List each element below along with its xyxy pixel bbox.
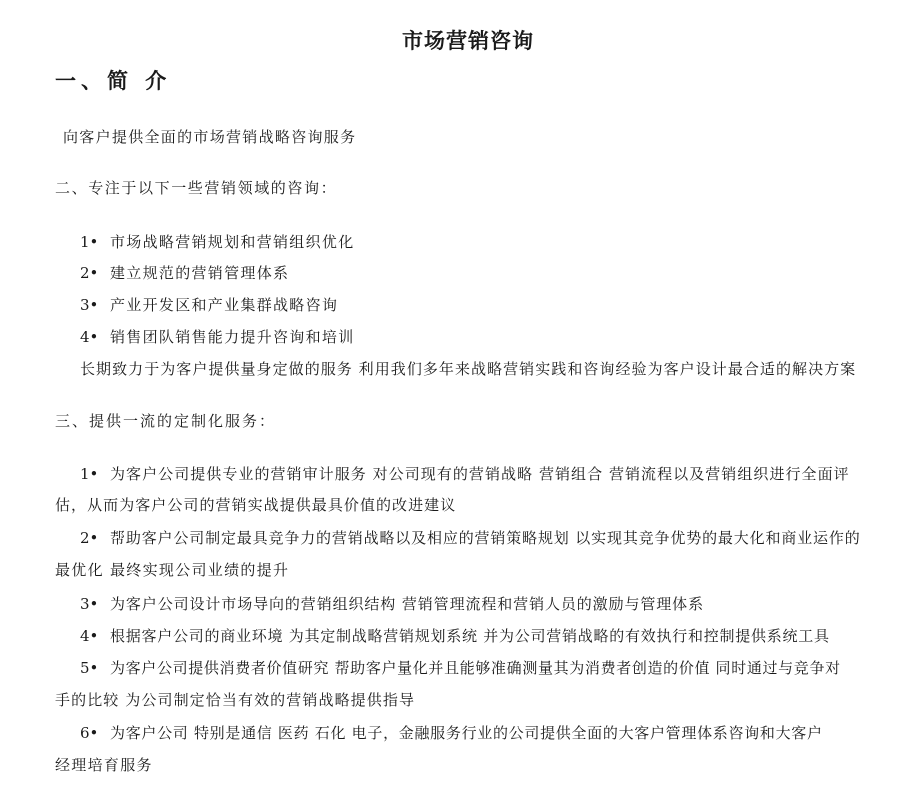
list-item [80, 464, 850, 484]
item-number: 3• [80, 296, 99, 314]
section1-body: 向客户提供全面的市场营销战略咨询服务 [63, 128, 357, 146]
item-text: 为客户公司提供消费者价值研究 帮助客户量化并且能够准确测量其为消费者创造的价值 同时通过与竞争对 [110, 659, 841, 677]
item-continuation: 估，从而为客户公司的营销实战提供最具价值的改进建议 [55, 496, 457, 514]
section2-summary: 长期致力于为客户提供量身定做的服务 利用我们多年来战略营销实践和咨询经验为客户设计最合适的解决方案 [80, 360, 857, 378]
item-continuation: 手的比较 为公司制定恰当有效的营销战略提供指导 [55, 691, 416, 709]
section3-heading: 三、提供一流的定制化服务： [55, 412, 277, 430]
item-text: 产业开发区和产业集群战略咨询 [110, 296, 339, 314]
list-item [80, 528, 861, 548]
item-continuation: 最优化 最终实现公司业绩的提升 [55, 561, 290, 579]
item-number: 2• [80, 529, 99, 547]
item-number: 6• [80, 724, 99, 742]
item-text: 为客户公司提供专业的营销审计服务 对公司现有的营销战略 营销组合 营销流程以及营销组织进行全面评 [110, 465, 850, 483]
list-item [80, 626, 830, 646]
item-text: 销售团队销售能力提升咨询和培训 [110, 328, 355, 346]
item-text: 帮助客户公司制定最具竞争力的营销战略以及相应的营销策略规划 以实现其竞争优势的最大化和商业运作的 [110, 529, 861, 547]
item-continuation: 经理培育服务 [55, 756, 153, 774]
item-text: 建立规范的营销管理体系 [110, 264, 290, 282]
list-item [80, 232, 355, 252]
item-number: 1• [80, 233, 99, 251]
item-number: 2• [80, 264, 99, 282]
list-item [80, 263, 289, 283]
item-number: 3• [80, 595, 99, 613]
document-title: 市场营销咨询 [402, 28, 534, 53]
list-item [80, 327, 355, 347]
item-text: 市场战略营销规划和营销组织优化 [110, 233, 355, 251]
item-text: 为客户公司 特别是通信 医药 石化 电子，金融服务行业的公司提供全面的大客户管理体系咨询和大客户 [110, 724, 823, 742]
item-number: 5• [80, 659, 99, 677]
item-number: 4• [80, 627, 99, 645]
item-text: 为客户公司设计市场导向的营销组织结构 营销管理流程和营销人员的激励与管理体系 [110, 595, 704, 613]
item-text: 根据客户公司的商业环境 为其定制战略营销规划系统 并为公司营销战略的有效执行和控制提供系统工具 [110, 627, 830, 645]
list-item [80, 723, 823, 743]
list-item [80, 295, 338, 315]
list-item [80, 658, 841, 678]
list-item [80, 594, 704, 614]
item-number: 1• [80, 465, 99, 483]
item-number: 4• [80, 328, 99, 346]
section2-heading: 二、专注于以下一些营销领域的咨询： [55, 179, 338, 197]
section1-heading: 一、简 介 [55, 68, 172, 93]
